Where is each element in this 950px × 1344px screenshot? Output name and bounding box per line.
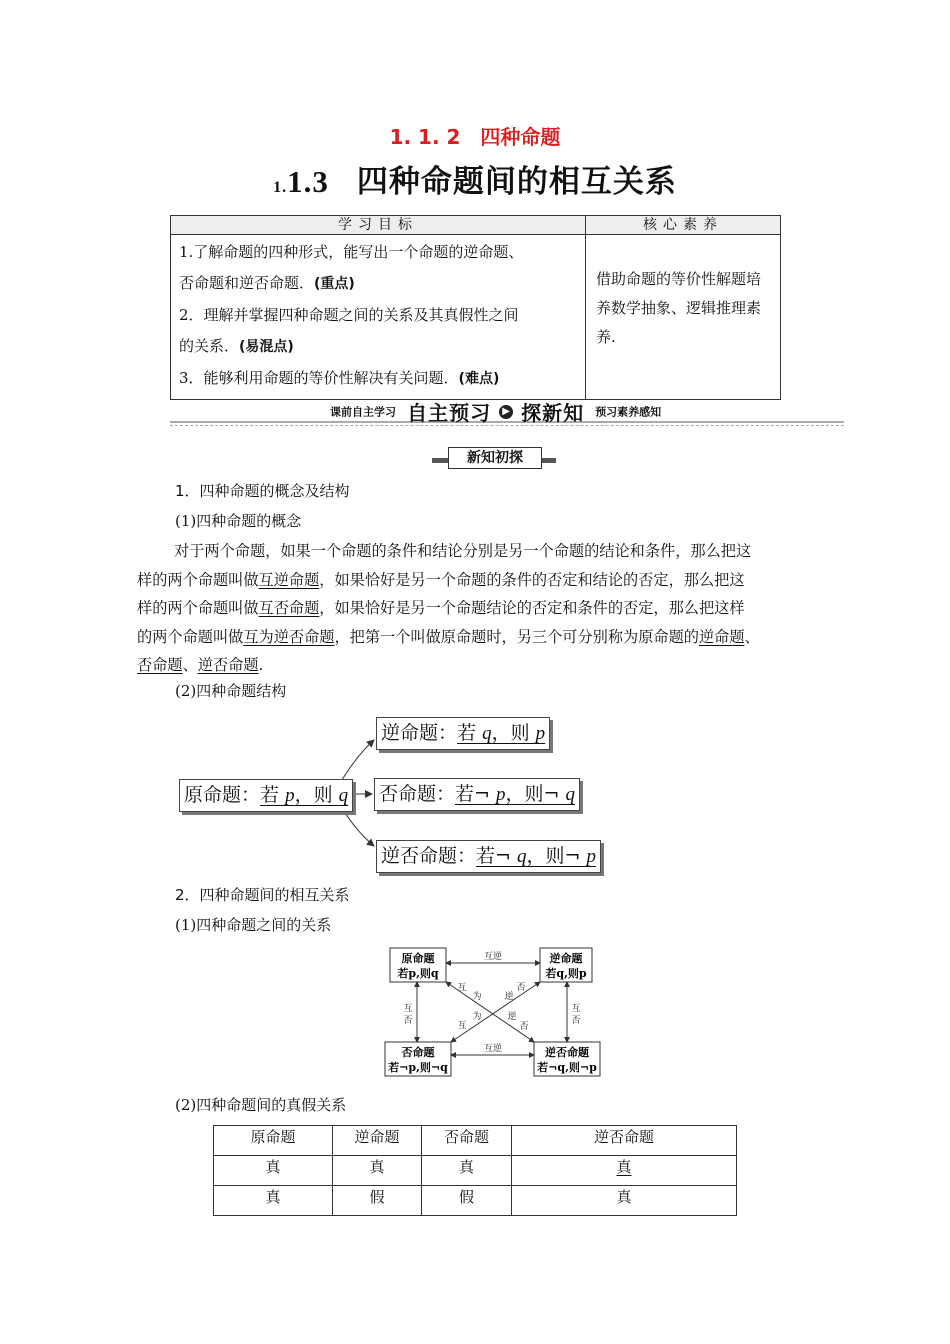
svg-text:若p,则q: 若p,则q [397,967,439,980]
svg-text:逆否命题: 逆否命题 [545,1046,589,1059]
svg-text:否: 否 [403,1016,413,1026]
section-banner: 课前自主学习 自主预习 ▶ 探新知 预习素养感知 [330,401,662,425]
core-literacy: 借助命题的等价性解题培 养数学抽象、逻辑推理素 养. [586,235,781,400]
relationship-diagram [380,945,610,1085]
converse-box: 逆命题：若 q，则 p [376,717,550,750]
svg-text:互逆: 互逆 [483,952,503,962]
term-inverse-pair: 互否命题 [258,599,320,617]
svg-text:互: 互 [403,1004,413,1014]
section-heading: 1．四种命题的概念及结构 [175,482,350,500]
new-knowledge-tag: 新知初探 [432,447,556,469]
goal-item: 否命题和逆否命题．(重点) [179,274,355,292]
goal-item: 1.了解命题的四种形式，能写出一个命题的逆命题、 [179,243,524,261]
original-proposition-box: 原命题：若 p，则 q [179,779,353,812]
truth-table [213,1125,737,1216]
svg-text:否命题: 否命题 [401,1046,435,1059]
term-converse-pair: 互逆命题 [258,570,320,589]
svg-text:互: 互 [457,1021,467,1031]
subheading: (1)四种命题的概念 [175,512,302,530]
contrapositive-box: 逆否命题：若¬ q，则¬ p [376,840,601,873]
goals-header-left: 学习目标 [171,216,586,235]
svg-text:若¬p,则¬q: 若¬p,则¬q [388,1061,448,1074]
concept-paragraph: 对于两个命题，如果一个命题的条件和结论分别是另一个命题的结论和条件，那么把这 样的两个命题叫做互逆命题，如果恰好是另一个命题的条件的否定和结论的否定，那么把这 样的两个命题叫做互否命题，如果恰好是另一个命题结论的否定和条件的否定，那么把这样 的两个命题叫做互为逆否命题，把第一个叫做原命题时，另三个可分别称为原命题的逆命题、 否命题、逆否命题. [137,542,760,674]
title-prefix: 1. [273,179,288,196]
svg-text:否: 否 [516,983,526,993]
term-contrapositive-pair: 互为逆否命题 [243,627,335,646]
arrow-icon: ▶ [499,405,513,419]
svg-text:原命题: 原命题 [401,952,435,965]
subheading: (2)四种命题结构 [175,682,287,700]
goal-item: 3．能够利用命题的等价性解决有关问题．(难点) [179,369,500,387]
inverse-box: 否命题：若¬ p，则¬ q [374,778,580,811]
title-text: 四种命题间的相互关系 [356,164,677,200]
svg-text:为: 为 [472,992,482,1002]
goal-item: 2．理解并掌握四种命题之间的关系及其真假性之间 [179,306,519,324]
svg-text:若q,则p: 若q,则p [545,967,587,980]
table-header-row: 原命题 逆命题 否命题 逆否命题 [214,1126,737,1156]
svg-text:互逆: 互逆 [483,1044,503,1054]
subheading: (1)四种命题之间的关系 [175,916,332,934]
svg-text:逆: 逆 [504,992,514,1002]
section-heading: 2．四种命题间的相互关系 [175,886,350,904]
svg-text:逆: 逆 [507,1012,517,1022]
title-number: 1.3 [287,164,329,199]
svg-text:互: 互 [457,983,467,993]
subheading: (2)四种命题间的真假关系 [175,1096,347,1114]
svg-text:逆命题: 逆命题 [549,952,583,965]
goal-item: 的关系．(易混点) [179,337,294,355]
goals-header-right: 核心素养 [586,216,781,235]
svg-text:为: 为 [472,1012,482,1022]
table-row: 真 假 假 真 [214,1186,737,1216]
svg-text:否: 否 [519,1022,529,1032]
table-row: 真 真 真 真 [214,1156,737,1186]
svg-text:否: 否 [571,1016,581,1026]
section-title: 1. 1. 2 四种命题 [389,125,561,149]
svg-text:互: 互 [571,1004,581,1014]
svg-text:若¬q,则¬p: 若¬q,则¬p [537,1061,597,1074]
